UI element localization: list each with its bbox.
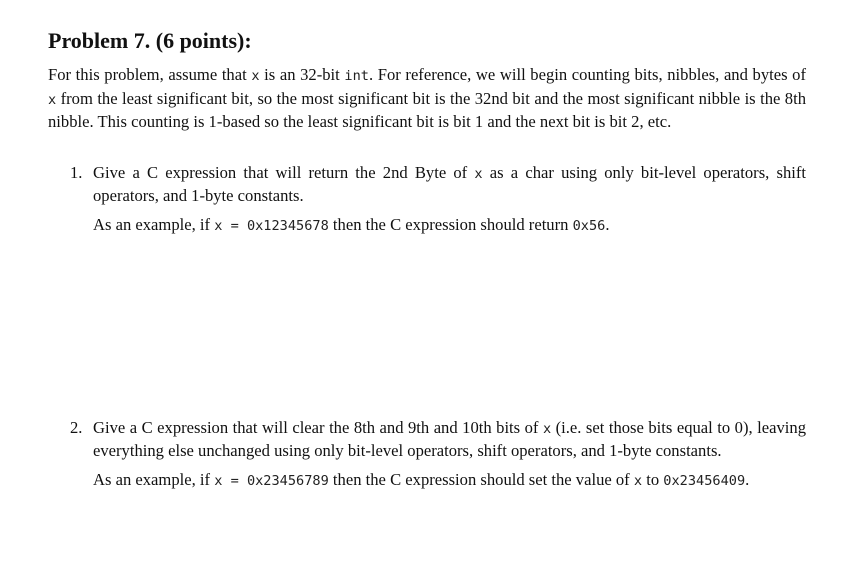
question-number: 1. (70, 162, 83, 182)
intro-text: . For reference, we will begin counting bits, nibbles, and bytes of (368, 65, 807, 84)
question-item-1 (48, 162, 806, 238)
question-text-part: Give a C expression that will clear the 8th and 9th and 10th bits of (93, 417, 543, 437)
example-code: x = 0x23456789 (214, 472, 329, 489)
question-number: 2. (70, 417, 83, 437)
var-x: x (542, 420, 552, 437)
question-example (93, 469, 806, 493)
question-example (93, 214, 806, 238)
question-text-part: as a char using only bit-level operators, shift operators, and 1-byte constants. (93, 162, 806, 206)
intro-text: is an 32-bit (259, 65, 345, 84)
question-text-part: Give a C expression that will return the 2nd Byte of (93, 162, 475, 182)
question-list (48, 162, 808, 493)
example-text: then the C expression should set the value of (328, 469, 634, 489)
var-x: x (474, 165, 483, 182)
example-result: 0x23456409 (663, 472, 746, 489)
intro-text: from the least significant bit, so the most significant bit is the 32nd bit and the most significant nibble is the 8th nibble. This counting is 1-based so the least significant bit is bit 1 and the next bit is bit 2, etc. (48, 88, 806, 132)
question-text (93, 417, 806, 462)
problem-title: Problem 7. (6 points): (48, 28, 252, 53)
var-x: x (633, 472, 643, 489)
example-text: to (642, 469, 664, 489)
example-code: x = 0x12345678 (214, 217, 329, 234)
type-int: int (344, 68, 369, 84)
example-text: . (745, 469, 750, 489)
var-x: x (48, 91, 57, 108)
question-text-part: (i.e. set those bits equal to 0), leaving everything else unchanged using only bit-level operators, shift operators, and 1-byte constants. (93, 417, 806, 461)
var-x: x (251, 68, 260, 84)
question-item-2 (48, 417, 806, 493)
question-text (93, 162, 806, 207)
example-text: As an example, if (93, 469, 215, 489)
example-text: . (605, 214, 610, 234)
problem-page (48, 27, 808, 492)
intro-text: For this problem, assume that (48, 65, 252, 84)
example-text: As an example, if (93, 214, 215, 234)
problem-intro (48, 64, 806, 133)
example-text: then the C expression should return (328, 214, 573, 234)
example-result: 0x56 (572, 217, 606, 234)
